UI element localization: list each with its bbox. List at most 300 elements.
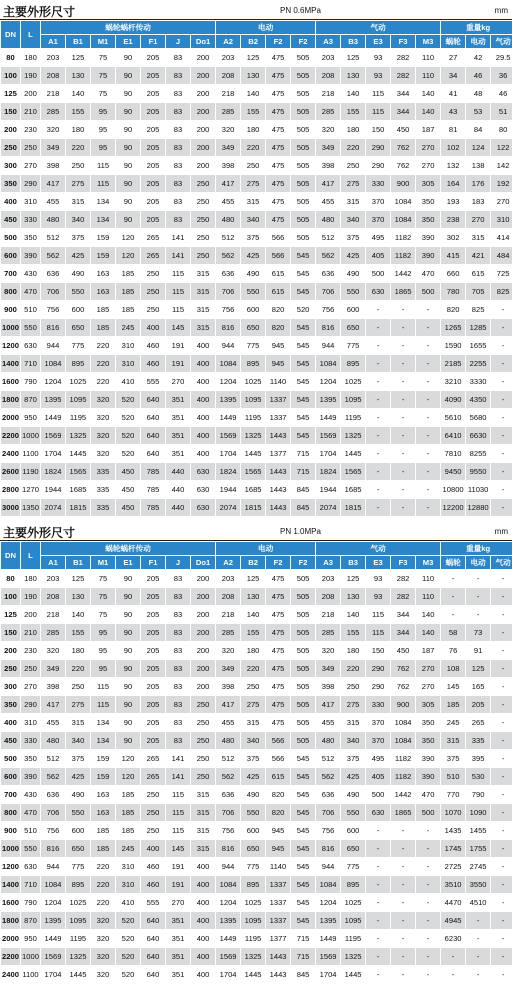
table-cell: 90 [116,624,141,642]
header-group-weight: 重量kg [441,21,512,35]
table-cell: - [491,678,512,696]
table-cell: 450 [391,642,416,660]
table-cell: 285 [316,624,341,642]
table-cell: 315 [441,732,466,750]
table-cell: 155 [66,624,91,642]
table-cell: 1025 [241,373,266,391]
table-cell: 1395 [316,391,341,409]
table-cell: 130 [341,588,366,606]
table-cell: 505 [291,678,316,696]
table-cell: 159 [91,229,116,247]
table-cell: 505 [291,624,316,642]
table-cell: 290 [21,696,41,714]
table-cell: 505 [291,121,316,139]
table-cell: 191 [166,355,191,373]
table-cell: 944 [316,858,341,876]
table-cell: 505 [291,49,316,67]
table-cell: 490 [241,786,266,804]
table-cell: 816 [216,319,241,337]
column-header: 气动 [491,556,512,570]
table-cell: 145 [166,840,191,858]
table-cell: 350 [21,750,41,768]
table-cell: - [391,301,416,319]
table-cell: 944 [316,337,341,355]
table-cell: 400 [191,930,216,948]
table-cell: 1000 [21,948,41,966]
table-cell: 545 [291,409,316,427]
table-cell: 83 [166,570,191,588]
table-row [1,768,512,786]
table-cell: 220 [241,660,266,678]
dn-cell: 2800 [1,481,21,499]
table-cell: 375 [341,750,366,768]
table-cell: 400 [141,319,166,337]
table-cell: 10800 [441,481,466,499]
table-cell: 640 [141,930,166,948]
header-group-pneumatic: 气动 [316,542,441,556]
table-cell: - [366,966,391,984]
table-cell: 250 [191,732,216,750]
table-cell: 315 [191,822,216,840]
table-cell: 945 [266,337,291,355]
table-cell: 390 [416,750,441,768]
table-cell: 220 [91,373,116,391]
table-cell: 400 [191,355,216,373]
table-cell: 250 [241,678,266,696]
table-cell: - [391,319,416,337]
table-cell: 155 [341,103,366,121]
table-row [1,714,512,732]
table-cell: 1824 [316,463,341,481]
table-cell: 530 [466,768,491,786]
table-cell: 110 [416,588,441,606]
table-cell: 1395 [316,912,341,930]
table-cell: 83 [166,85,191,103]
table-cell: 83 [166,732,191,750]
table-cell: 350 [416,732,441,750]
table-cell: 275 [241,175,266,193]
table-cell: 640 [141,912,166,930]
table-cell: 250 [21,660,41,678]
table-cell: 480 [216,732,241,750]
table-cell: 315 [241,193,266,211]
table-cell: 140 [416,85,441,103]
table-cell: 230 [21,642,41,660]
table-cell: 1449 [316,930,341,948]
table-cell: 470 [416,786,441,804]
table-cell: 12200 [441,499,466,517]
table-cell: 250 [191,247,216,265]
dn-cell: 1800 [1,912,21,930]
dn-cell: 2600 [1,463,21,481]
title-divider [0,19,512,20]
table-cell: 83 [166,642,191,660]
column-header: M1 [91,556,116,570]
table-cell: 218 [216,606,241,624]
header-l: L [21,542,41,570]
table-cell: 475 [266,49,291,67]
table-cell: 320 [41,642,66,660]
table-cell: 180 [241,121,266,139]
table-cell: 11030 [466,481,491,499]
table-cell: 705 [466,283,491,301]
table-cell: 80 [491,121,512,139]
table-cell: 115 [366,103,391,121]
table-cell: 520 [116,445,141,463]
table-cell: 1944 [41,481,66,499]
table-cell: 90 [116,175,141,193]
dn-cell: 400 [1,193,21,211]
table-cell: 340 [66,732,91,750]
table-cell: 1325 [341,948,366,966]
table-cell: 176 [466,175,491,193]
table-cell: - [466,570,491,588]
table-row [1,85,512,103]
table-cell: 414 [491,229,512,247]
table-cell: 340 [241,732,266,750]
table-cell: 545 [291,750,316,768]
table-cell: - [366,373,391,391]
table-cell: - [391,481,416,499]
table-cell: 550 [21,319,41,337]
table-cell: 545 [291,283,316,301]
table-cell: - [391,427,416,445]
table-cell: 351 [166,912,191,930]
table-cell: 425 [241,768,266,786]
dn-cell: 100 [1,67,21,85]
table-cell: - [366,301,391,319]
table-cell: 1569 [41,427,66,445]
column-header: Do1 [191,35,216,49]
table-cell: 816 [316,840,341,858]
table-cell: 200 [191,624,216,642]
column-header: B3 [341,35,366,49]
table-cell: 130 [66,67,91,85]
table-cell: 1449 [316,409,341,427]
header-row-groups [1,542,512,556]
table-cell: 90 [116,157,141,175]
dn-cell: 800 [1,283,21,301]
table-cell: - [366,463,391,481]
table-cell: 1095 [66,391,91,409]
table-cell: 370 [366,732,391,750]
column-header: M3 [416,556,441,570]
table-cell: 75 [91,588,116,606]
table-cell: 282 [391,67,416,85]
table-cell: 425 [66,247,91,265]
dn-cell: 2200 [1,948,21,966]
column-header: F2 [266,35,291,49]
table-cell: 1084 [41,876,66,894]
table-cell: 545 [291,912,316,930]
table-cell: 895 [241,876,266,894]
table-cell: 191 [166,337,191,355]
table-row [1,121,512,139]
column-header: M1 [91,35,116,49]
dn-cell: 125 [1,85,21,103]
table-cell: 375 [241,750,266,768]
table-cell: 555 [141,373,166,391]
table-cell: 820 [266,804,291,822]
table-cell: 816 [41,319,66,337]
table-cell: 1565 [241,463,266,481]
table-cell: 310 [116,858,141,876]
table-cell: 500 [366,786,391,804]
table-cell: 270 [416,157,441,175]
table-cell: 636 [41,786,66,804]
column-header: A2 [216,35,241,49]
table-cell: 630 [191,499,216,517]
table-cell: 285 [216,624,241,642]
table-cell: 415 [441,247,466,265]
table-cell: 425 [341,247,366,265]
table-cell: 220 [91,337,116,355]
table-cell: 83 [166,49,191,67]
table-cell: - [491,570,512,588]
table-cell: - [416,822,441,840]
table-cell: 238 [441,211,466,229]
table-cell: 405 [366,247,391,265]
table-cell: 315 [466,229,491,247]
table-cell: 270 [491,193,512,211]
table-cell: - [441,588,466,606]
table-cell: 183 [466,193,491,211]
table-cell: 1377 [266,445,291,463]
table-cell: 900 [391,696,416,714]
table-cell: 512 [316,750,341,768]
table-cell: 505 [291,588,316,606]
table-cell: 484 [491,247,512,265]
table-cell: 1337 [266,391,291,409]
table-cell: 1182 [391,247,416,265]
table-cell: 134 [91,714,116,732]
table-cell: 550 [341,804,366,822]
dn-cell: 1400 [1,876,21,894]
table-cell: 90 [116,570,141,588]
table-cell: 83 [166,211,191,229]
table-cell: 410 [116,894,141,912]
table-cell: 270 [416,678,441,696]
table-cell: 163 [91,265,116,283]
table-cell: 250 [191,193,216,211]
table-cell: 1190 [21,463,41,481]
table-cell: 706 [41,804,66,822]
dn-cell: 600 [1,768,21,786]
table-cell: 400 [141,840,166,858]
table-cell: 130 [341,67,366,85]
table-cell: 505 [291,157,316,175]
table-cell: 159 [91,768,116,786]
table-cell: 440 [166,499,191,517]
table-row [1,660,512,678]
table-cell: 1265 [441,319,466,337]
dn-cell: 900 [1,822,21,840]
table-cell: 455 [41,193,66,211]
table-cell: 250 [141,283,166,301]
table-cell: 615 [266,283,291,301]
table-cell: 315 [191,840,216,858]
table-cell: 475 [266,588,291,606]
header-dn: DN [1,21,21,49]
table-cell: - [491,966,512,984]
table-cell: 141 [166,229,191,247]
table-cell: 90 [116,139,141,157]
table-cell: 1565 [341,463,366,481]
table-cell: 3510 [441,876,466,894]
table-row [1,103,512,121]
table-cell: 83 [166,103,191,121]
table-cell: 200 [191,49,216,67]
table-cell: 270 [416,660,441,678]
table-cell: 220 [341,660,366,678]
table-cell: 944 [216,337,241,355]
table-cell: 7810 [441,445,466,463]
table-cell: 185 [441,696,466,714]
table-cell: 164 [441,175,466,193]
dn-cell: 1600 [1,373,21,391]
table-cell: 163 [91,786,116,804]
table-cell: - [416,499,441,517]
dn-cell: 300 [1,157,21,175]
table-cell: 250 [191,175,216,193]
header-group-worm: 蜗轮蜗杆传动 [41,542,216,556]
table-cell: 250 [141,822,166,840]
table-cell: 185 [116,786,141,804]
table-cell: 1395 [216,391,241,409]
table-cell: - [416,966,441,984]
dn-cell: 2400 [1,445,21,463]
unit-label: mm [495,6,508,15]
dn-cell: 80 [1,49,21,67]
table-row [1,211,512,229]
table-cell: 140 [341,85,366,103]
table-cell: 344 [391,606,416,624]
table-cell: 90 [116,642,141,660]
dn-cell: 350 [1,175,21,193]
table-cell: 218 [41,85,66,103]
header-group-pneumatic: 气动 [316,21,441,35]
table-cell: 1337 [266,409,291,427]
column-header: M3 [416,35,441,49]
table-cell: - [491,660,512,678]
table-cell: 390 [416,768,441,786]
column-header: A3 [316,35,341,49]
table-cell: 1445 [66,445,91,463]
table-cell: 155 [241,103,266,121]
table-cell: 475 [266,139,291,157]
table-cell: 520 [116,409,141,427]
table-cell: - [491,337,512,355]
dn-cell: 1000 [1,319,21,337]
table-cell: 706 [316,283,341,301]
table-cell: - [491,588,512,606]
table-cell: 330 [366,696,391,714]
table-cell: 512 [316,229,341,247]
table-cell: 520 [291,301,316,319]
table-row [1,606,512,624]
table-cell: - [441,606,466,624]
table-cell: 46 [466,67,491,85]
table-cell: 475 [266,121,291,139]
table-cell: 1204 [316,894,341,912]
table-cell: 400 [191,445,216,463]
table-cell: 945 [266,355,291,373]
table-row [1,696,512,714]
table-cell: 460 [141,858,166,876]
table-cell: 93 [366,588,391,606]
table-cell: 490 [341,265,366,283]
table-cell: 91 [466,642,491,660]
table-cell: 75 [91,49,116,67]
table-cell: 1442 [391,265,416,283]
table-cell: 205 [141,139,166,157]
table-cell: 562 [41,768,66,786]
table-cell: 1204 [41,894,66,912]
table-cell: 950 [21,930,41,948]
table-cell: 200 [191,588,216,606]
table-cell: 870 [21,912,41,930]
table-cell: 192 [491,175,512,193]
table-cell: - [466,930,491,948]
table-cell: 125 [66,49,91,67]
table-row [1,409,512,427]
table-cell: 220 [66,139,91,157]
table-cell: 545 [291,391,316,409]
dn-cell: 200 [1,121,21,139]
table-cell: - [491,732,512,750]
table-cell: 1095 [341,912,366,930]
table-cell: 203 [216,570,241,588]
table-cell: 825 [491,283,512,301]
table-cell: 48 [466,85,491,103]
table-cell: 1095 [66,912,91,930]
table-cell: 205 [141,67,166,85]
table-cell: 250 [191,229,216,247]
table-cell: 205 [141,157,166,175]
table-cell: 200 [191,103,216,121]
table-cell: - [416,355,441,373]
table-cell: 4090 [441,391,466,409]
table-row [1,912,512,930]
table-cell: 95 [91,139,116,157]
table-cell: 315 [241,714,266,732]
table-cell: 310 [21,714,41,732]
table-cell: 550 [21,840,41,858]
table-cell: 344 [391,85,416,103]
table-cell: 480 [316,211,341,229]
table-cell: 1084 [391,211,416,229]
table-cell: 110 [416,67,441,85]
dn-cell: 150 [1,624,21,642]
table-cell: 108 [441,660,466,678]
table-cell: 417 [316,175,341,193]
table-cell: 351 [166,930,191,948]
table-cell: - [391,876,416,894]
table-cell: 505 [291,139,316,157]
table-cell: 320 [91,912,116,930]
table-cell: 75 [91,606,116,624]
table-cell: - [416,301,441,319]
section-title: 主要外形尺寸 [3,3,75,20]
title-divider [0,540,512,541]
table-cell: 1865 [391,804,416,822]
table-cell: 83 [166,121,191,139]
dn-cell: 1200 [1,858,21,876]
table-cell: 200 [191,642,216,660]
table-cell: 205 [466,696,491,714]
table-cell: 132 [441,157,466,175]
table-cell: 405 [366,768,391,786]
